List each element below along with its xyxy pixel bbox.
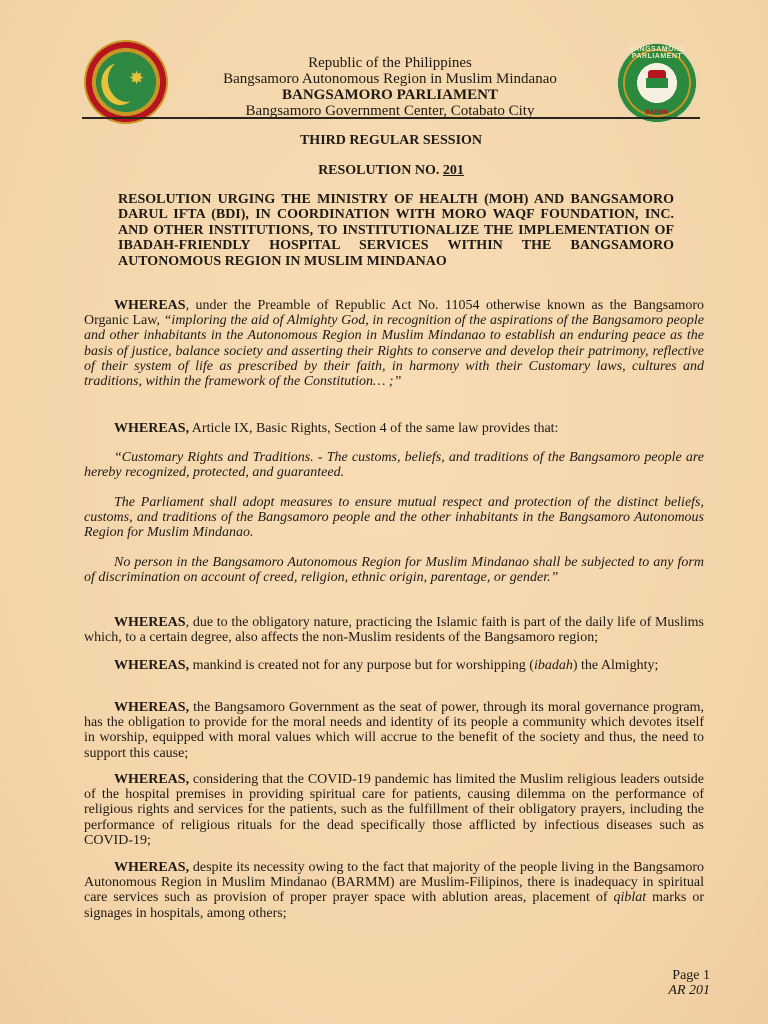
page-number: Page 1 — [672, 968, 710, 983]
whereas-paragraph-6 — [84, 772, 704, 848]
quoted-provision-3: No person in the Bangsamoro Autonomous Region for Muslim Mindanao shall be subjected to any form of discrimination on account of creed, religion, ethnic origin, parentage, or gender.” — [84, 555, 704, 586]
whereas-keyword: WHEREAS, — [114, 658, 190, 673]
whereas-paragraph-2 — [84, 421, 704, 436]
paragraph-text: considering that the COVID-19 pandemic has limited the Muslim religious leaders outside of the hospital premises in providing spiritual care for patients, causing dilemma on the performance of religious rights and services for the patients, such as the fulfillment of their obligatory prayers, including the performance of religious rituals for the dead specifically those afflicted by infectious diseases such as COVID-19; — [84, 772, 704, 848]
quoted-text: “imploring the aid of Almighty God, in recognition of the aspirations of the Bangsamoro people and other inhabitants in the Autonomous Region in Muslim Mindanao to establish an enduring peace as the basis of justice, balance society and asserting their Rights to conserve and develop their patrimony, reflective of their system of life as prescribed by their faith, in harmony with their Customary laws, cultures and traditions, within the framework of the Constitution… ;” — [84, 313, 704, 390]
header-line-1: Republic of the Philippines — [308, 55, 472, 71]
resolution-title: RESOLUTION URGING THE MINISTRY OF HEALTH (MOH) AND BANGSAMORO DARUL IFTA (BDI), IN COORDINATION WITH MORO WAQF FOUNDATION, INC. AND OTHER INSTITUTIONS, TO INSTITUTIONALIZE THE IMPLEMENTATION OF IBADAH-FRIENDLY HOSPITAL SERVICES WITHIN THE BANGSAMORO AUTONOMOUS REGION IN MUSLIM MINDANAO — [118, 192, 674, 269]
paragraph-text: , under the Preamble of Republic Act No. 11054 otherwise known as the Bangsamoro Organic Law, — [84, 298, 704, 329]
star-icon: ✸ — [129, 68, 145, 88]
header-line-4: Bangsamoro Government Center, Cotabato City — [245, 103, 535, 119]
paragraph-text: mankind is created not for any purpose but for worshipping ( — [189, 658, 534, 673]
paragraph-text: Article IX, Basic Rights, Section 4 of the same law provides that: — [189, 421, 559, 436]
whereas-paragraph-1 — [84, 298, 704, 389]
quoted-provision-1: “Customary Rights and Traditions. - The customs, beliefs, and traditions of the Bangsamoro people are hereby recognized, protected, and guaranteed. — [84, 450, 704, 481]
resolution-label: RESOLUTION NO. — [318, 163, 440, 178]
whereas-paragraph-3 — [84, 615, 704, 645]
quoted-provision-2: The Parliament shall adopt measures to ensure mutual respect and protection of the distinct beliefs, customs, and traditions of the Bangsamoro people and the other inhabitants in the Bangsamoro Autonomous Region for Muslim Mindanao. — [84, 495, 704, 541]
paragraph-text: the Bangsamoro Government as the seat of power, through its moral governance program, has the obligation to provide for the moral needs and identity of its people a community which devotes itself in worship, equipped with moral values which will accrue to the benefit of the society and thus, the need to support this cause; — [84, 700, 704, 761]
whereas-paragraph-5 — [84, 700, 704, 761]
paragraph-text-end: ) the Almighty; — [572, 658, 659, 673]
session-heading: THIRD REGULAR SESSION — [299, 133, 483, 148]
resolution-number-value: 201 — [442, 163, 464, 178]
paragraph-text-end: marks or signages in hospitals, among others; — [84, 890, 704, 921]
header-divider — [82, 117, 700, 119]
bangsamoro-parliament-seal-icon — [616, 42, 698, 124]
page-footer — [640, 968, 710, 998]
seal-ring-text: BANGSAMORO PARLIAMENT — [628, 46, 686, 60]
whereas-keyword: WHEREAS — [114, 615, 186, 630]
paragraph-text: despite its necessity owing to the fact that majority of the people living in the Bangsamoro Autonomous Region in Muslim Mindanao (BARMM) are Muslim-Filipinos, there is inadequacy in spiritual care services such as provision of proper prayer space with ablution areas, placement of — [84, 860, 704, 906]
resolution-reference: AR 201 — [668, 983, 710, 998]
whereas-keyword: WHEREAS, — [114, 421, 190, 436]
whereas-keyword: WHEREAS, — [114, 700, 190, 715]
whereas-paragraph-7 — [84, 860, 704, 921]
parliament-emblem-icon — [646, 70, 668, 88]
whereas-paragraph-4 — [84, 658, 704, 673]
whereas-keyword: WHEREAS, — [114, 860, 190, 875]
paragraph-text: , due to the obligatory nature, practicing the Islamic faith is part of the daily life of Muslims which, to a certain degree, also affects the non-Muslim residents of the Bangsamoro region; — [84, 615, 704, 646]
whereas-keyword: WHEREAS, — [114, 772, 190, 787]
whereas-keyword: WHEREAS — [114, 298, 186, 313]
seal-bottom-text: BARMM — [645, 110, 669, 116]
italic-term: qiblat — [613, 890, 647, 906]
resolution-number — [82, 163, 700, 179]
header-line-3: BANGSAMORO PARLIAMENT — [282, 87, 498, 103]
header-line-2: Bangsamoro Autonomous Region in Muslim Mindanao — [223, 71, 557, 87]
italic-term: ibadah — [533, 658, 573, 673]
letterhead — [180, 55, 600, 119]
bangsamoro-government-seal-icon — [84, 40, 168, 124]
